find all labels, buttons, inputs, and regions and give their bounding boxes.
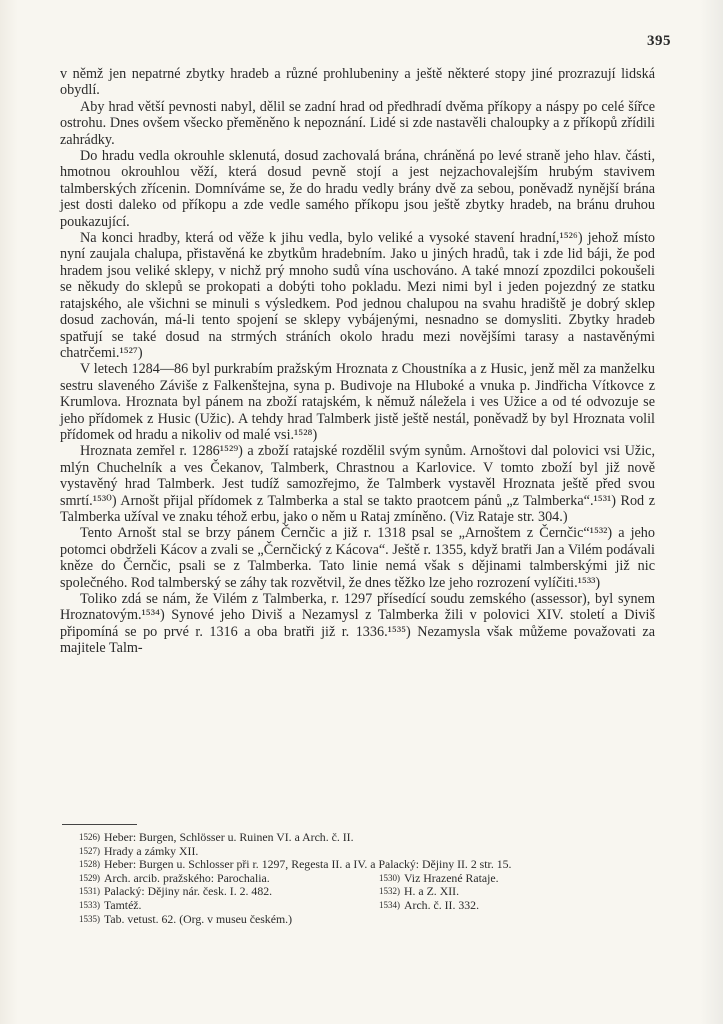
footnote [360, 885, 660, 899]
footnote [60, 872, 360, 886]
paragraph-1: v němž jen nepatrné zbytky hradeb a různé prohlubeniny a ještě některé stopy jiné prozrazují lidská obydlí. [60, 66, 655, 99]
footnote-number: 1535) [79, 913, 100, 924]
footnote-number: 1529) [79, 872, 100, 883]
footnote [60, 831, 660, 845]
footnote-text: Heber: Burgen, Schlösser u. Ruinen VI. a Arch. č. II. [104, 830, 354, 844]
footnote-text: Hrady a zámky XII. [104, 843, 199, 858]
footnote [60, 858, 660, 872]
footnote-text: Viz Hrazené Rataje. [404, 870, 499, 885]
footnote-text: Tab. vetust. 62. (Org. v museu českém.) [104, 911, 292, 926]
paragraph-4: Na konci hradby, která od věže k jihu vedla, bylo veliké a vysoké stavení hradní,¹⁵²⁶) jehož místo nyní zaujala chalupa, přistavěná ke zbytkům hradebním. Jako u jiných hradů, tak i zde lid báji, že pod hradem jsou veliké sklepy, v nichž prý mnoho sudů vína uschováno. A také mnozí zpozdilci pokoušeli se někudy do sklepů se prokopati a dobýti toho pokladu. Mezi nimi byl i jeden pojezdný ze statku ratajského, ale všichni se minuli s výsledkem. Pod jednou chalupou na svahu hradiště je dobrý sklep dosud zachován, má-li tento spojení se sklepy vybájenými, nesnadno se domysliti. Zbytky hradeb spatřují se také dosud na strmých stráních okolo hradu mezi novějšími tarasy a nastavěnými chatrčemi.¹⁵²⁷) [60, 230, 655, 361]
footnote-text: Tamtéž. [104, 897, 142, 912]
footnote [60, 899, 360, 913]
footnote [360, 872, 660, 886]
footnote-number: 1532) [379, 886, 400, 897]
footnote-number: 1530) [379, 872, 400, 883]
footnote-number: 1526) [79, 832, 100, 842]
footnote-pair [60, 872, 660, 886]
footnote [60, 845, 660, 859]
page-number: 395 [647, 33, 671, 49]
footnote-text: Arch. č. II. 332. [404, 897, 480, 912]
paragraph-7: Tento Arnošt stal se brzy pánem Černčic a již r. 1318 psal se „Arnoštem z Černčic“¹⁵³²) a jeho potomci obdrželi Kácov a zvali se „Černčický z Kácova“. Ještě r. 1355, když bratři Jan a Vilém podávali kněze do Černčic, psali se z Talmberka. Tato linie nemá však s dějinami talmberskými již nic společného. Rod talmberský se záhy tak rozvětvil, že dnes těžko lze jeho rozrození vylíčiti.¹⁵³³) [60, 525, 655, 591]
paragraph-8: Toliko zdá se nám, že Vilém z Talmberka, r. 1297 přísedící soudu zemského (assessor), byl synem Hroznatovým.¹⁵³⁴) Synové jeho Diviš a Nezamysl z Talmberka žili v polovici XIV. století a Diviš připomíná se po prvé r. 1316 a oba bratři již r. 1336.¹⁵³⁵) Nezamysla však můžeme považovati za majitele Talm- [60, 591, 655, 657]
paragraph-2: Aby hrad větší pevnosti nabyl, dělil se zadní hrad od předhradí dvěma příkopy a náspy po celé šířce ostrohu. Dnes ovšem všecko přeměněno k nepoznání. Lidé si zde nastavěli chaloupky a z příkopů zřídili zahrádky. [60, 98, 655, 148]
footnote-text: Heber: Burgen u. Schlosser při r. 1297, Regesta II. a IV. a Palacký: Dějiny II. 2 str. 15. [104, 857, 512, 872]
footnote [60, 913, 660, 927]
footnote-text: Palacký: Dějiny nár. česk. I. 2. 482. [104, 884, 273, 899]
footnote [360, 899, 660, 913]
footnote-divider [62, 824, 137, 825]
footnotes [60, 831, 660, 926]
footnote-number: 1527) [79, 845, 100, 856]
footnote-text: Arch. arcib. pražského: Parochalia. [104, 870, 270, 885]
footnote-number: 1533) [79, 899, 100, 910]
paragraph-6: Hroznata zemřel r. 1286¹⁵²⁹) a zboží ratajské rozdělil svým synům. Arnoštovi dal polovici vsi Užic, mlýn Chuchelník a ves Čekanov, Talmberk, Chrastnou a Karlovice. V tomto zboží byl již nově vystavěný hrad Talmberk. Jest tudíž samozřejmo, že Talmberk vystavěl Hroznata ještě před svou smrtí.¹⁵³⁰) Arnošt přijal přídomek z Talmberka a stal se takto praotcem pánů „z Talmberka“.¹⁵³¹) Rod z Talmberka užíval ve znaku téhož erbu, jako o něm u Rataj zmíněno. (Viz Rataje str. 304.) [60, 443, 655, 525]
footnote-number: 1531) [79, 886, 100, 897]
footnote-text: H. a Z. XII. [404, 884, 460, 899]
footnote-pair [60, 899, 660, 913]
footnote-number: 1534) [379, 899, 400, 910]
footnote-pair [60, 885, 660, 899]
footnote [60, 885, 360, 899]
paragraph-5: V letech 1284—86 byl purkrabím pražským Hroznata z Choustníka a z Husic, jenž měl za manželku sestru slaveného Záviše z Falkenštejna, syna p. Budivoje na Hluboké a vnuka p. Jindřicha Vítkovce z Krumlova. Hroznata byl pánem na zboží ratajském, k němuž náležela i ves Užice a od té odvozuje se jeho přídomek z Husic (Užic). A tehdy hrad Talmberk jistě ještě nestál, poněvadž by byl Hroznata volil přídomek od hradu a nikoliv od malé vsi.¹⁵²⁸) [60, 361, 655, 443]
body-text [60, 66, 655, 657]
footnote-number: 1528) [79, 859, 100, 870]
paragraph-3: Do hradu vedla okrouhle sklenutá, dosud zachovalá brána, chráněná po levé straně jeho hlav. části, hmotnou okrouhlou věží, která dosud pevně stojí a jest nejzachovalejším hrubým stavivem talmberských zřícenin. Domníváme se, že do hradu vedly brány dvě za sebou, poněvadž nynější brána jest dosti daleko od příkopu a zde vedle samého příkopu jsou ještě zbytky hradeb, na bránu druhou poukazující. [60, 148, 655, 230]
